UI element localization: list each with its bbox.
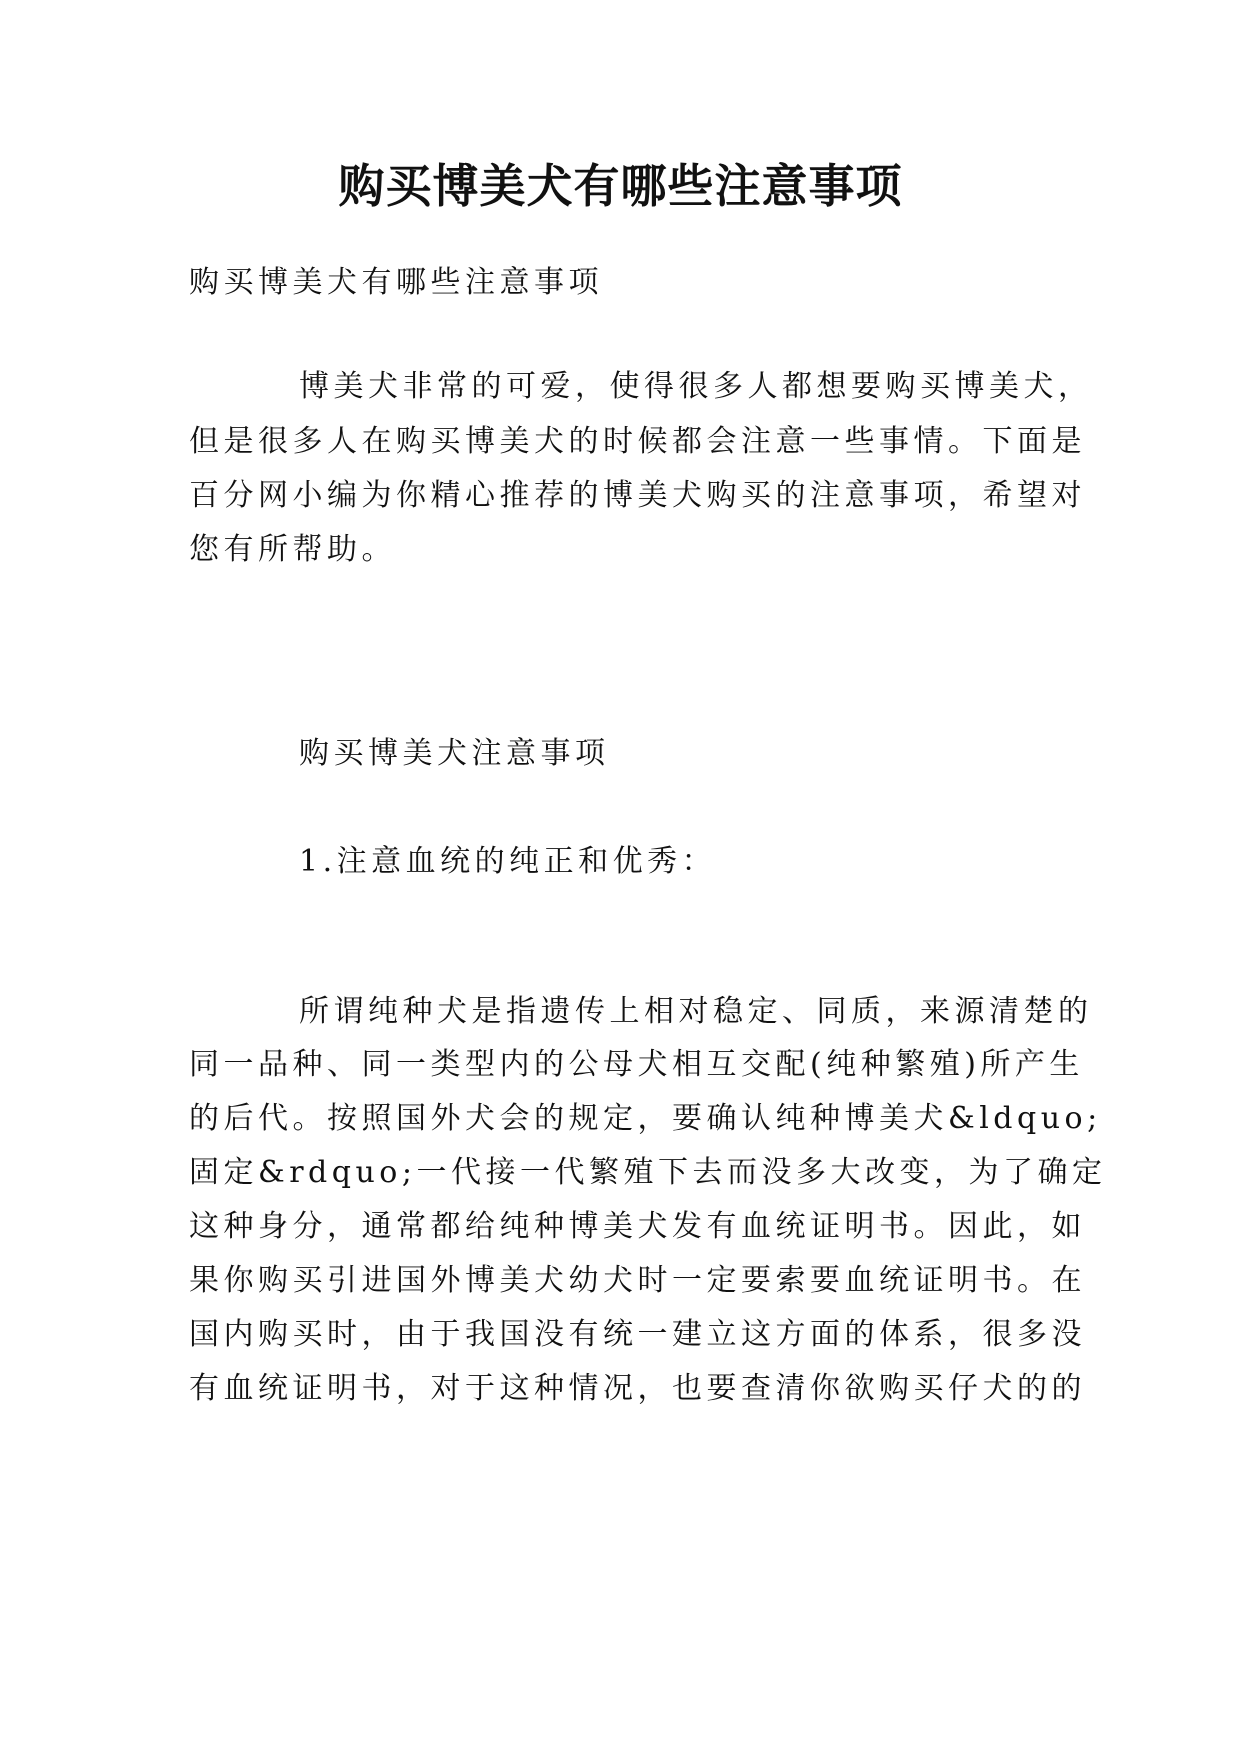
intro-line: 博美犬非常的可爱，使得很多人都想要购买博美犬， <box>299 369 1093 404</box>
body-line: 的后代。按照国外犬会的规定，要确认纯种博美犬&ldquo; <box>189 1101 1102 1136</box>
body-line: 固定&rdquo;一代接一代繁殖下去而没多大改变，为了确定 <box>189 1155 1107 1190</box>
body-line: 国内购买时，由于我国没有统一建立这方面的体系，很多没 <box>189 1317 1086 1352</box>
body-line: 所谓纯种犬是指遗传上相对稳定、同质，来源清楚的 <box>299 994 1093 1029</box>
intro-line: 您有所帮助。 <box>189 532 396 567</box>
intro-line: 但是很多人在购买博美犬的时候都会注意一些事情。下面是 <box>189 424 1086 459</box>
intro-line: 百分网小编为你精心推荐的博美犬购买的注意事项，希望对 <box>189 478 1086 513</box>
body-line: 果你购买引进国外博美犬幼犬时一定要索要血统证明书。在 <box>189 1263 1086 1298</box>
document-subtitle: 购买博美犬有哪些注意事项 <box>189 265 603 300</box>
section-heading: 购买博美犬注意事项 <box>299 736 610 771</box>
body-line: 同一品种、同一类型内的公母犬相互交配(纯种繁殖)所产生 <box>189 1047 1084 1082</box>
document-title: 购买博美犬有哪些注意事项 <box>338 159 903 213</box>
body-line: 有血统证明书，对于这种情况，也要查清你欲购买仔犬的的 <box>189 1371 1086 1406</box>
item-heading: 1.注意血统的纯正和优秀： <box>299 844 717 879</box>
body-line: 这种身分，通常都给纯种博美犬发有血统证明书。因此，如 <box>189 1209 1086 1244</box>
